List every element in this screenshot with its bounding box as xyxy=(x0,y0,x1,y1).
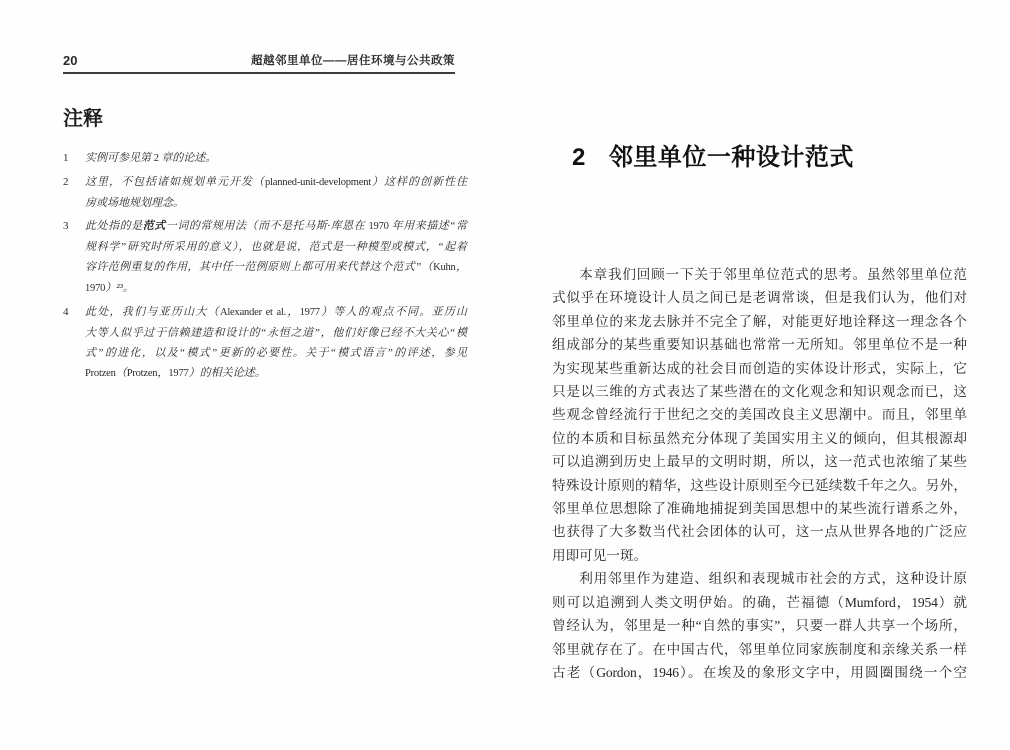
text-line: 为实现某些重新达成的社会目而创造的实体设计形式，实际上，它 xyxy=(552,360,967,376)
note-number: 1 xyxy=(63,152,69,164)
text-line: 此处指的是范式一词的常规用法（而不是托马斯·库恩在 1970 年用来描述“常 xyxy=(85,220,467,232)
text-line: 些观念曾经流行于世纪之交的美国改良主义思潮中。而且，邻里单 xyxy=(552,407,967,423)
running-head xyxy=(63,52,455,74)
text-line: 只是以三维的方式表达了某些潜在的文化观念和知识观念而已，这 xyxy=(552,384,967,400)
left-page xyxy=(63,52,467,387)
note xyxy=(63,172,467,213)
note xyxy=(63,216,467,299)
text-line: 此处，我们与亚历山大（Alexander et al.，1977）等人的观点不同。亚历山 xyxy=(85,306,468,318)
page-number: 20 xyxy=(63,53,78,68)
paragraph xyxy=(552,567,967,684)
text-line: 用即可见一斑。 xyxy=(552,547,648,563)
text-line: 容许范例重复的作用，其中任一范例原则上都可用来代替这个范式”（Kuhn， xyxy=(85,261,467,273)
text-line: 1970）²³。 xyxy=(85,282,134,294)
text-line: 邻里就存在了。在中国古代，邻里单位同家族制度和亲缘关系一样 xyxy=(552,641,967,657)
text-line: 古老（Gordon，1946）。在埃及的象形文字中，用圆圈围绕一个空 xyxy=(552,664,968,680)
chapter-heading xyxy=(552,140,967,175)
text-line: 利用邻里作为建造、组织和表现城市社会的方式，这种设计原 xyxy=(579,571,967,587)
text-line: 本章我们回顾一下关于邻里单位范式的思考。虽然邻里单位范 xyxy=(579,267,967,282)
note xyxy=(63,302,467,384)
note-number: 3 xyxy=(63,220,69,232)
text-line: 曾经认为，邻里是一种“自然的事实”，只要一群人共享一个场所， xyxy=(552,618,967,634)
text-line: 式”的进化，以及“模式”更新的必要性。关于“模式语言”的评述，参见 xyxy=(85,347,467,359)
text-line: 大等人似乎过于信赖建造和设计的“永恒之道”，他们好像已经不大关心“模 xyxy=(85,327,467,339)
text-line: 则可以追溯到人类文明伊始。的确，芒福德（Mumford，1954）就 xyxy=(552,594,968,610)
text-line: 位的本质和目标虽然充分体现了美国实用主义的倾向，但其根源却 xyxy=(552,430,967,446)
note-text xyxy=(85,172,467,213)
note-number: 2 xyxy=(63,176,69,188)
text-line: 也获得了大多数当代社会团体的认可，这一点从世界各地的广泛应 xyxy=(552,524,967,540)
text-line: 这里，不包括诸如规划单元开发（planned-unit-development）这样的创新性住 xyxy=(85,176,467,188)
note-number: 4 xyxy=(63,306,69,318)
text-line: 可以追溯到历史上最早的文明时期，所以，这一范式也浓缩了某些 xyxy=(552,454,967,470)
note-text xyxy=(85,216,467,299)
note-text xyxy=(85,302,467,384)
text-line: 邻里单位思想除了准确地捕捉到美国思想中的某些流行谱系之外， xyxy=(552,501,967,517)
note xyxy=(63,148,467,169)
text-line: 邻里单位的来龙去脉并不完全了解，对能更好地诠释这一理念各个 xyxy=(552,313,967,329)
text-line: Protzen（Protzen，1977）的相关论述。 xyxy=(85,367,266,379)
notes-heading: 注释 xyxy=(63,108,103,130)
chapter-title: 邻里单位一种设计范式 xyxy=(608,144,854,171)
text-line: 组成部分的某些重要知识基础也常常一无所知。邻里单位不是一种 xyxy=(552,337,967,353)
text-line: 实例可参见第 2 章的论述。 xyxy=(85,152,217,164)
text-line: 式似乎在环境设计人员之间已是老调常谈，但是我们认为，他们对 xyxy=(552,290,967,306)
text-line: 规科学”研究时所采用的意义），也就是说，范式是一种模型或模式，“起着 xyxy=(85,241,467,253)
right-page xyxy=(552,140,967,684)
note-text xyxy=(85,148,467,169)
text-line: 房或场地规划理念。 xyxy=(85,197,184,209)
paragraph xyxy=(552,263,967,567)
chapter-number: 2 xyxy=(572,144,586,171)
running-title: 超越邻里单位——居住环境与公共政策 xyxy=(251,55,455,67)
text-line: 特殊设计原则的精华，这些设计原则至今已延续数千年之久。另外， xyxy=(552,477,967,493)
chapter-body xyxy=(552,263,967,684)
notes-list xyxy=(63,148,467,384)
